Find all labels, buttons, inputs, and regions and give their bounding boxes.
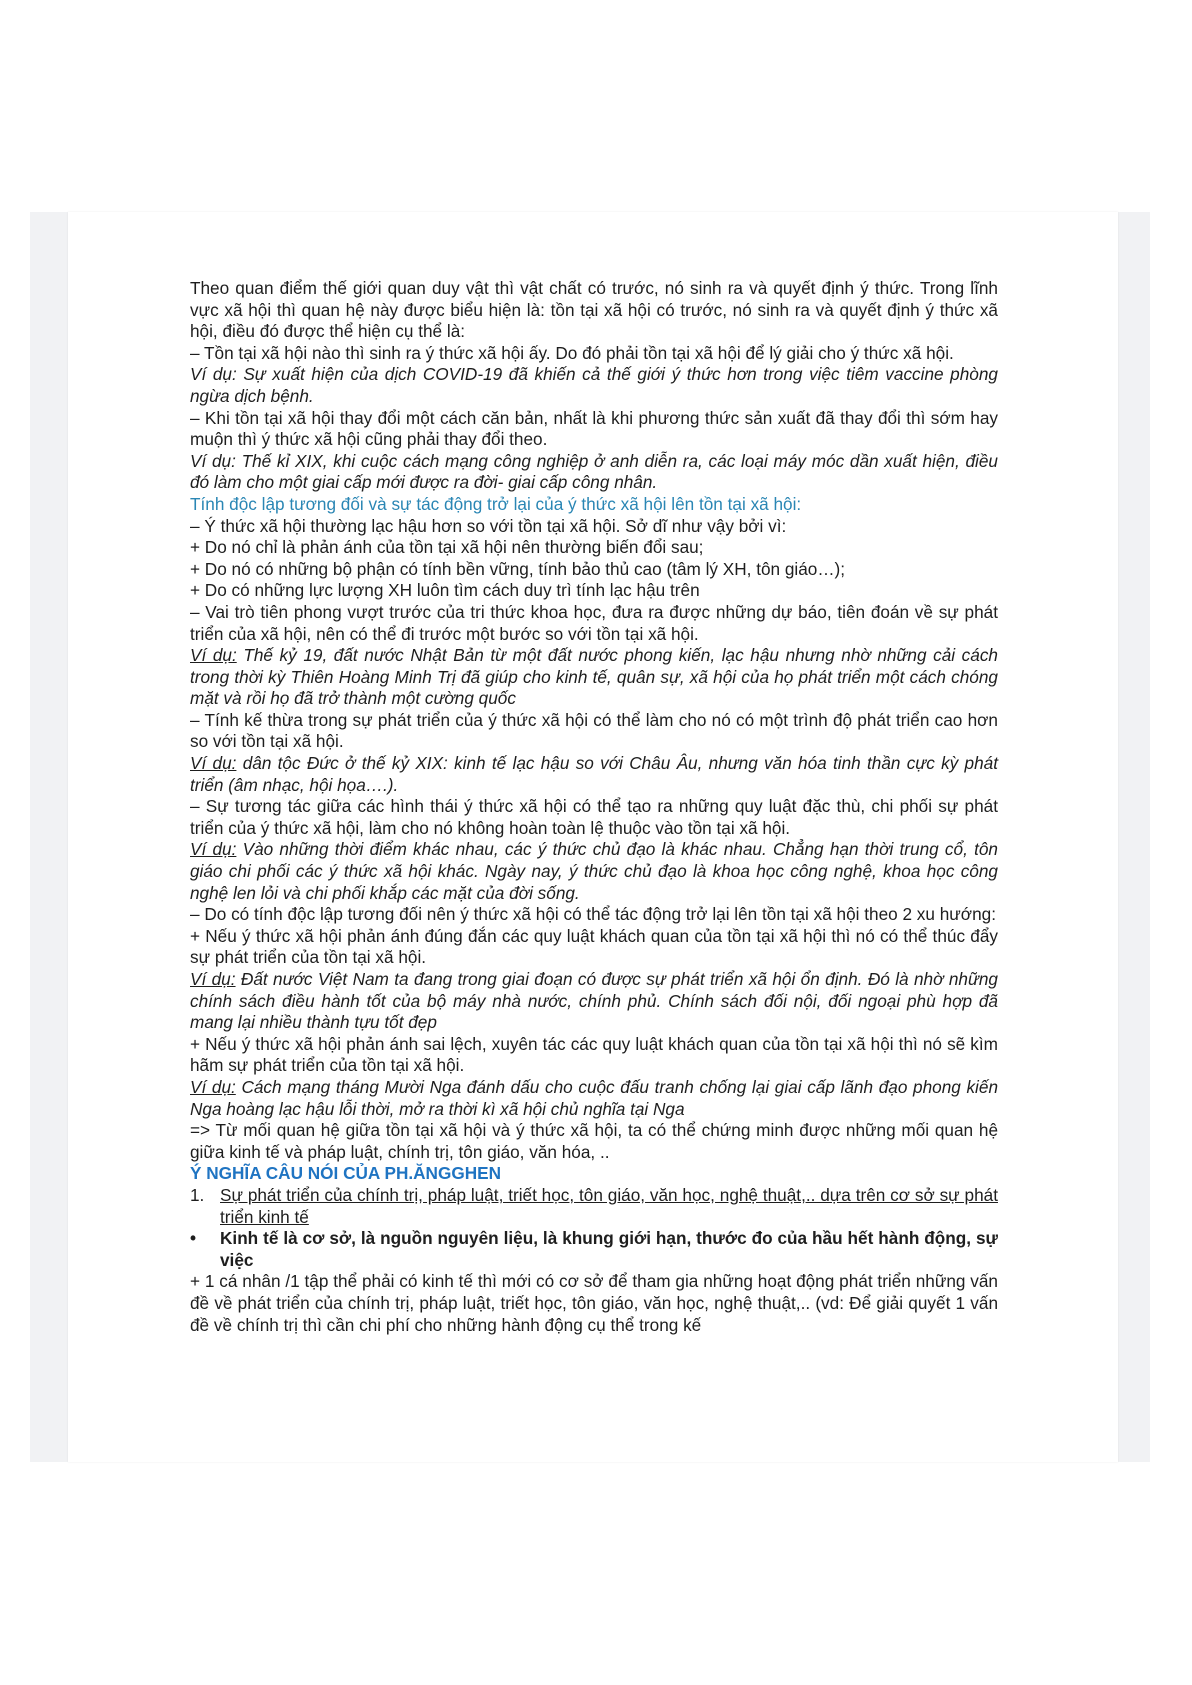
example-paragraph: [190, 645, 998, 710]
body-paragraph: – Tính kế thừa trong sự phát triển của ý thức xã hội có thể làm cho nó có một trình độ phát triển cao hơn so với tồn tại xã hội.: [190, 709, 998, 752]
body-paragraph: => Từ mối quan hệ giữa tồn tại xã hội và ý thức xã hội, ta có thể chứng minh được những mối quan hệ giữa kinh tế và pháp luật, chính trị, tôn giáo, văn hóa, ..: [190, 1120, 998, 1162]
example-text: Thế kỉ XIX, khi cuộc cách mạng công nghiệp ở anh diễn ra, các loại máy móc dần xuất hiện, điều đó làm cho một giai cấp mới được ra đời- giai cấp công nhân.: [190, 450, 998, 493]
body-paragraph: + 1 cá nhân /1 tập thể phải có kinh tế thì mới có cơ sở để tham gia những hoạt động phát triển những vấn đề về phát triển của chính trị, pháp luật, triết học, tôn giáo, văn học, nghệ thuật,.. (vd: Để giải quyết 1 vấn đề về chính trị thì cần chi phí cho những hành động cụ thể trong kế: [190, 1271, 998, 1335]
body-paragraph: + Do nó chỉ là phản ánh của tồn tại xã hội nên thường biến đổi sau;: [190, 537, 704, 558]
item-text: Sự phát triển của chính trị, pháp luật, triết học, tôn giáo, văn học, nghệ thuật,.. dựa trên cơ sở sự phát triển kinh tế: [220, 1184, 998, 1227]
section-heading: Tính độc lập tương đối và sự tác động trở lại của ý thức xã hội lên tồn tại xã hội:: [190, 493, 802, 514]
body-paragraph: + Do có những lực lượng XH luôn tìm cách duy trì tính lạc hậu trên: [190, 580, 700, 601]
example-paragraph: [190, 1077, 998, 1120]
example-label: Ví dụ:: [190, 969, 236, 989]
body-paragraph: Theo quan điểm thế giới quan duy vật thì vật chất có trước, nó sinh ra và quyết định ý thức. Trong lĩnh vực xã hội thì quan hệ này được biểu hiện là: tồn tại xã hội có trước, nó sinh ra và quyết định ý thức xã hội, điều đó được thể hiện cụ thể là:: [190, 278, 998, 342]
example-paragraph: [190, 969, 998, 1034]
example-label: Ví dụ:: [190, 450, 236, 471]
body-paragraph: + Nếu ý thức xã hội phản ánh đúng đắn các quy luật khách quan của tồn tại xã hội thì nó có thể thúc đẩy sự phát triển của tồn tại xã hội.: [190, 925, 998, 968]
body-paragraph: – Vai trò tiên phong vượt trước của tri thức khoa học, đưa ra được những dự báo, tiên đoán về sự phát triển của xã hội, nên có thể đi trước một bước so với tồn tại xã hội.: [190, 601, 998, 644]
body-paragraph: – Do có tính độc lập tương đối nên ý thức xã hội có thể tác động trở lại lên tồn tại xã hội theo 2 xu hướng:: [190, 904, 996, 925]
example-label: Ví dụ:: [190, 1076, 236, 1097]
example-label: Ví dụ:: [190, 645, 237, 666]
example-text: Vào những thời điểm khác nhau, các ý thức chủ đạo là khác nhau. Chẳng hạn thời trung cổ, tôn giáo chi phối các ý thức xã hội khác. Ngày nay, ý thức chủ đạo là khoa học công nghệ, khoa học công nghệ len lỏi và chi phối khắp các mặt của đời sống.: [190, 839, 998, 903]
section-title: Ý NGHĨA CÂU NÓI CỦA PH.ĂNGGHEN: [190, 1163, 501, 1184]
example-paragraph: [190, 451, 998, 494]
example-paragraph: [190, 839, 998, 904]
example-text: Đất nước Việt Nam ta đang trong giai đoạn có được sự phát triển xã hội ổn định. Đó là nhờ những chính sách điều hành tốt của bộ máy nhà nước, chính phủ. Chính sách đối nội, đối ngoại phù hợp đã mang lại nhiều thành tựu tốt đẹp: [190, 969, 998, 1033]
document-content: [190, 278, 998, 1336]
body-paragraph: + Nếu ý thức xã hội phản ánh sai lệch, xuyên tác các quy luật khách quan của tồn tại xã hội thì nó sẽ kìm hãm sự phát triển của tồn tại xã hội.: [190, 1033, 998, 1076]
body-paragraph: – Ý thức xã hội thường lạc hậu hơn so với tồn tại xã hội. Sở dĩ như vậy bởi vì:: [190, 515, 787, 536]
bullet-item: [190, 1228, 998, 1271]
body-paragraph: – Khi tồn tại xã hội thay đổi một cách căn bản, nhất là khi phương thức sản xuất đã thay đổi thì sớm hay muộn thì ý thức xã hội cũng phải thay đổi theo.: [190, 407, 998, 450]
body-paragraph: + Do nó có những bộ phận có tính bền vững, tính bảo thủ cao (tâm lý XH, tôn giáo…);: [190, 558, 846, 579]
example-text: Cách mạng tháng Mười Nga đánh dấu cho cuộc đấu tranh chống lại giai cấp lãnh đạo phong kiến Nga hoàng lạc hậu lỗi thời, mở ra thời kì xã hội chủ nghĩa tại Nga: [190, 1076, 998, 1119]
item-text: Kinh tế là cơ sở, là nguồn nguyên liệu, là khung giới hạn, thước đo của hầu hết hành động, sự việc: [220, 1228, 998, 1270]
numbered-item: [190, 1185, 998, 1228]
bullet-marker: •: [190, 1228, 197, 1249]
body-paragraph: – Sự tương tác giữa các hình thái ý thức xã hội có thể tạo ra những quy luật đặc thù, chi phối sự phát triển của ý thức xã hội, làm cho nó không hoàn toàn lệ thuộc vào tồn tại xã hội.: [190, 796, 998, 838]
example-paragraph: [190, 753, 998, 796]
item-number: 1.: [190, 1184, 205, 1205]
example-label: Ví dụ:: [190, 839, 237, 860]
example-text: Sự xuất hiện của dịch COVID-19 đã khiến cả thế giới ý thức hơn trong việc tiêm vaccine phòng ngừa dịch bệnh.: [190, 364, 998, 406]
body-paragraph: – Tồn tại xã hội nào thì sinh ra ý thức xã hội ấy. Do đó phải tồn tại xã hội để lý giải cho ý thức xã hội.: [190, 342, 954, 363]
example-label: Ví dụ:: [190, 364, 237, 385]
example-label: Ví dụ:: [190, 753, 237, 774]
example-text: dân tộc Đức ở thế kỷ XIX: kinh tế lạc hậu so với Châu Âu, nhưng văn hóa tinh thần cực kỳ phát triển (âm nhạc, hội họa….).: [190, 753, 998, 795]
example-text: Thế kỷ 19, đất nước Nhật Bản từ một đất nước phong kiến, lạc hậu nhưng nhờ những cải cách trong thời kỳ Thiên Hoàng Minh Trị đã giúp cho kinh tế, quân sự, xã hội của họ phát triển một cách chóng mặt và rồi họ đã trở thành một cường quốc: [190, 645, 998, 709]
example-paragraph: [190, 364, 998, 407]
